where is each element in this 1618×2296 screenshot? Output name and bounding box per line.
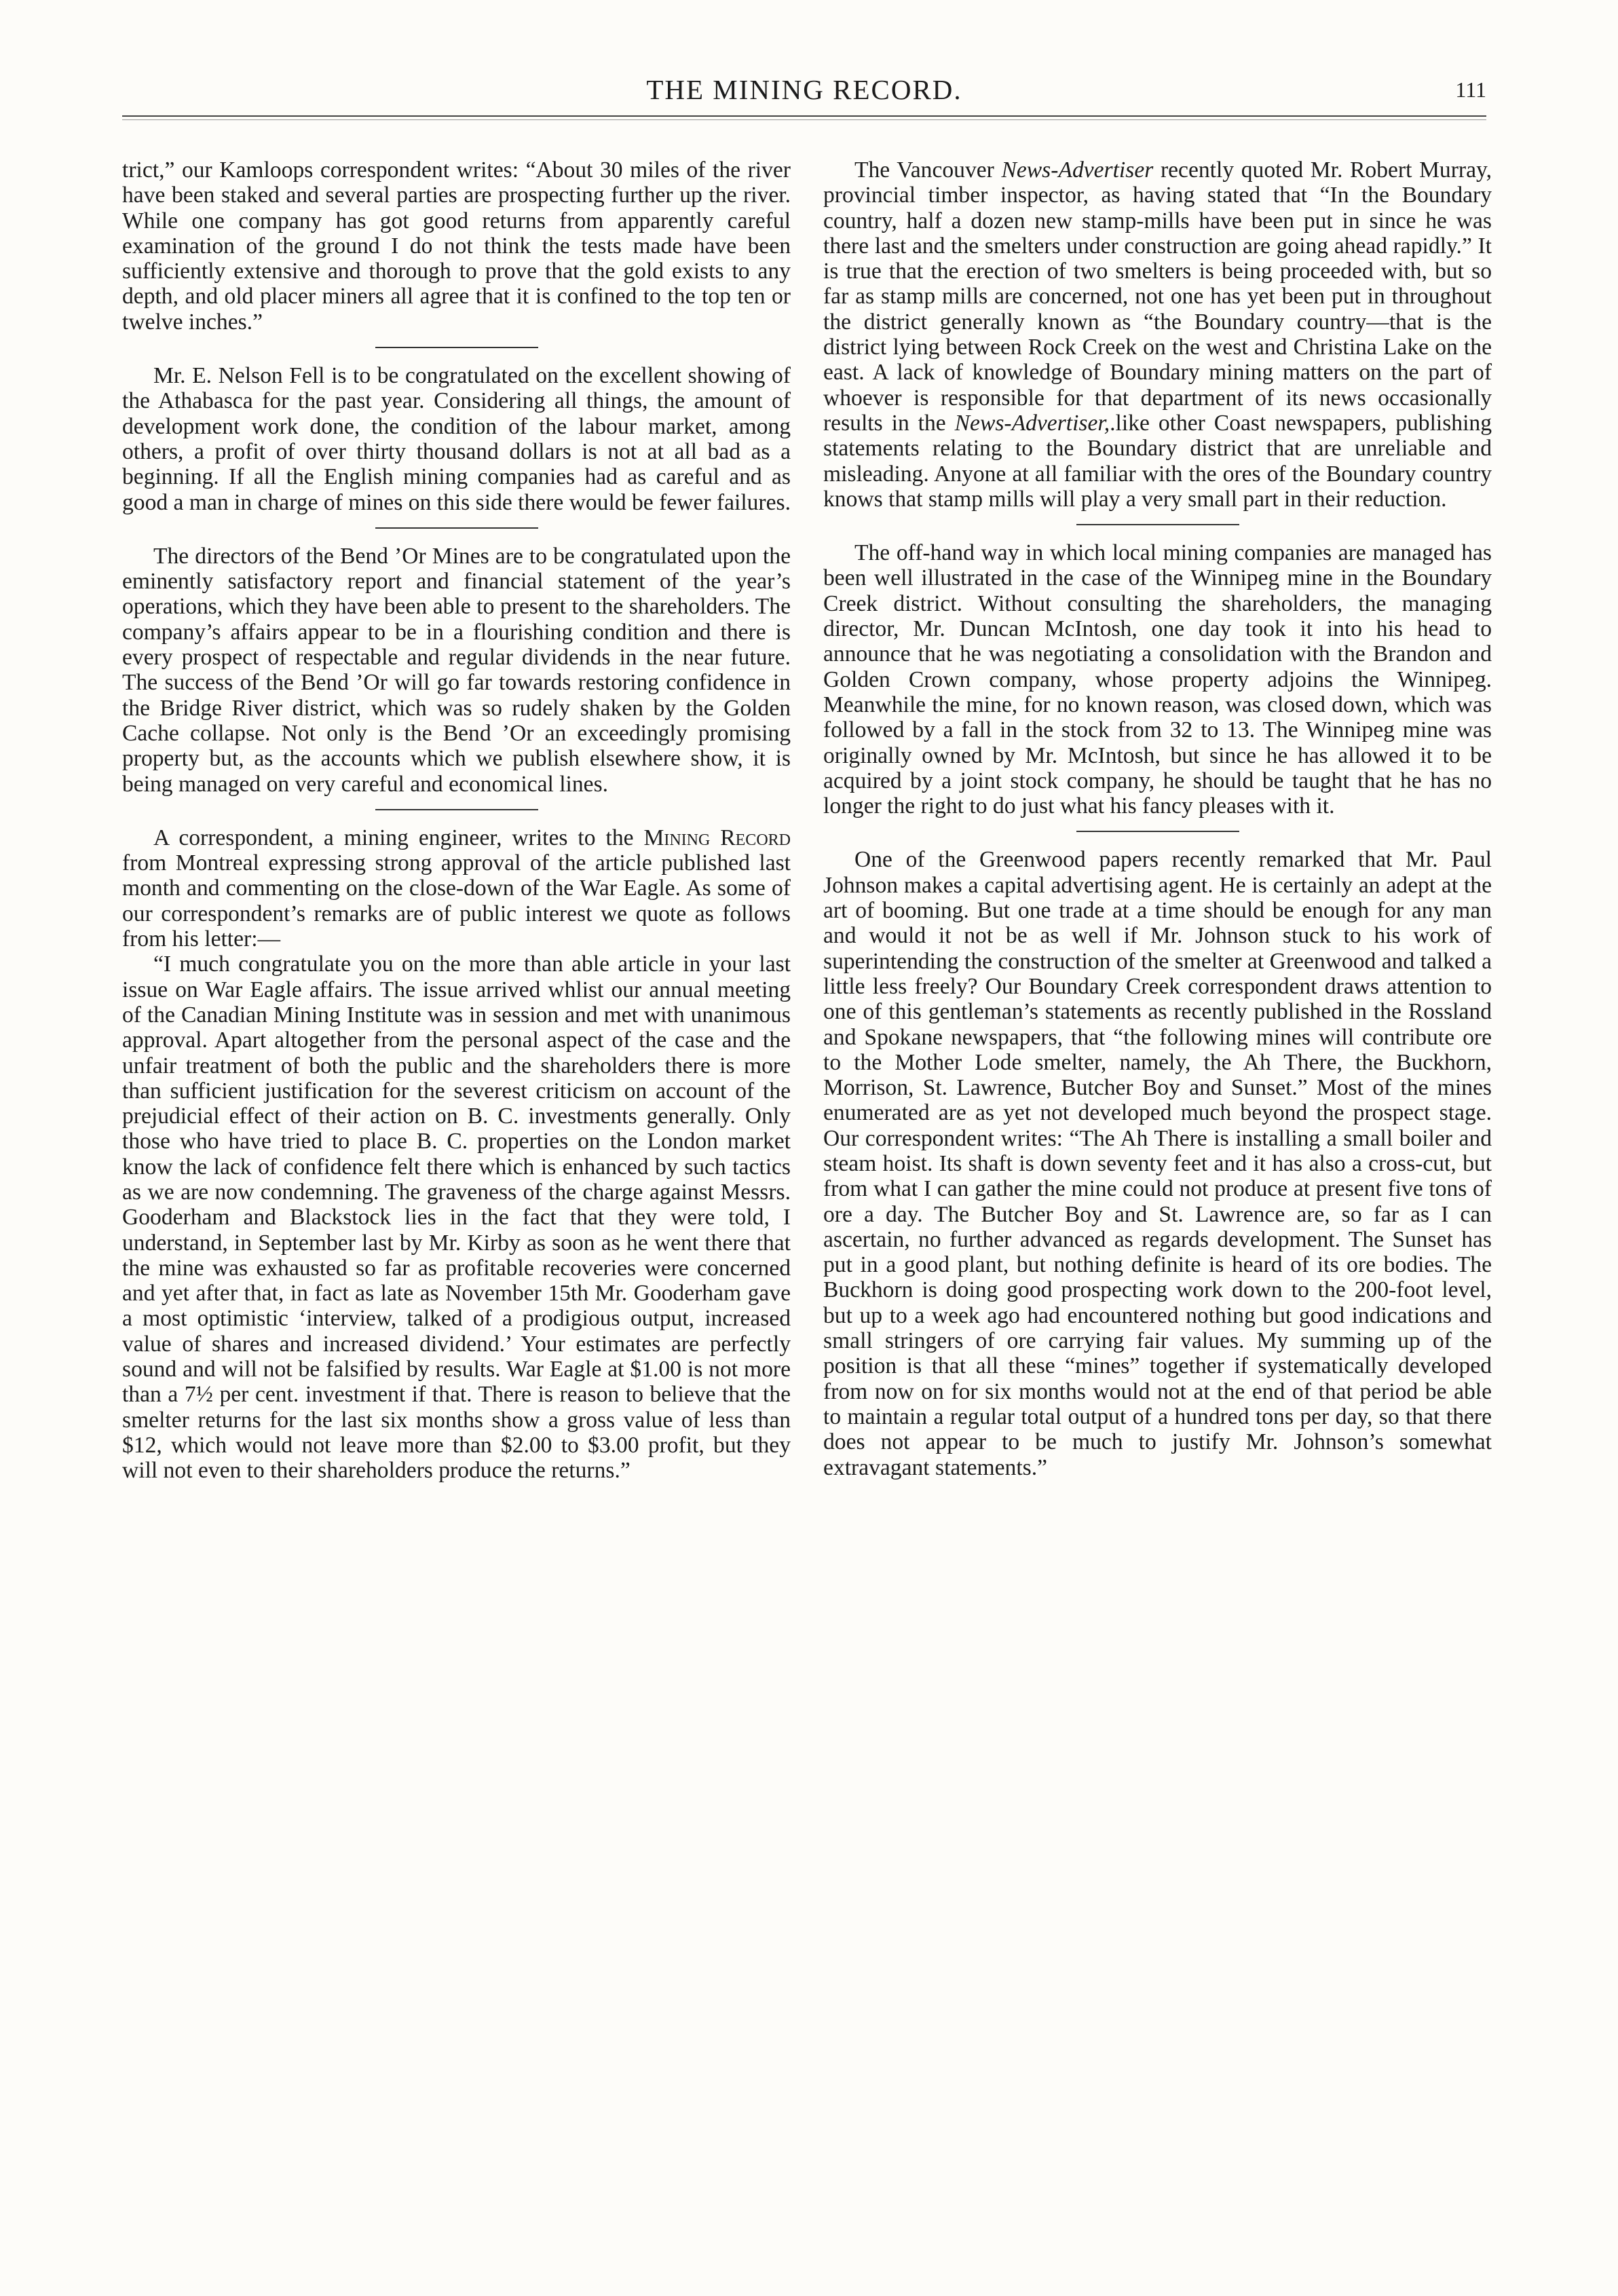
greenwood-paragraph: One of the Greenwood papers recently remarked that Mr. Paul Johnson makes a capital advertising agent. He is certainly an adept at the art of booming. But one trade at a time should be enough for any man and would it not be as well if Mr. Johnson stuck to his work of superintending the construction of the smelter at Greenwood and talked a little less freely? Our Boundary Creek correspondent draws attention to one of this gentleman’s statements as recently published in the Rossland and Spokane newspapers, that “the following mines will contribute ore to the Mother Lode smelter, namely, the Ah There, the Buckhorn, Morrison, St. Lawrence, Butcher Boy and Sunset.” Most of the mines enumerated are as yet not developed much beyond the prospect stage. Our correspondent writes: “The Ah There is installing a small boiler and steam hoist. Its shaft is down seventy feet and it has also a cross-cut, but from what I can gather the mine could not produce at present five tons of ore a day. The Butcher Boy and St. Lawrence are, so far as I can ascertain, no further advanced as regards development. The Sunset has put in a good plant, but nothing definite is heard of its ore bodies. The Buckhorn is doing good prospecting work down to the 200-foot level, but up to a week ago had encountered nothing but good indications and small stringers of ore carrying fair values. My summing up of the position is that all these “mines” together if systematically developed from now on for six months would not at the end of that period be able to maintain a regular total output of a hundred tons per day, so that there does not appear to be much to justify Mr. Johnson’s somewhat extravagant statements.”	[823, 847, 1492, 1480]
intro-text-start: A correspondent, a mining engineer, writes to the	[153, 825, 644, 850]
vancouver-text: The Vancouver	[854, 157, 1002, 183]
header-rule	[122, 115, 1486, 120]
intro-text-end: from Montreal expressing strong approval of the article published last month and commenting on the close-down of the War Eagle. As some of our correspondent’s remarks are of public interest we quote as follows from his letter:—	[122, 850, 791, 952]
page-header	[122, 73, 1486, 114]
journal-title: THE MINING RECORD.	[646, 74, 962, 105]
newspaper-name: News-Advertiser	[1001, 157, 1154, 183]
bend-or-paragraph: The directors of the Bend ’Or Mines are to be congratulated upon the eminently satisfactory report and financial statement of the year’s operations, which they have been able to present to the shareholders. The company’s affairs appear to be in a flourishing condition and there is every prospect of respectable and regular dividends in the near future. The success of the Bend ’Or will go far towards restoring confidence in the Bridge River district, which was so rudely shaken by the Golden Cache collapse. Not only is the Bend ’Or an exceedingly promising property but, as the accounts which we publish elsewhere show, it is being managed on very careful and economical lines.	[122, 543, 791, 797]
journal-name: Mining Record	[643, 825, 791, 850]
news-advertiser-paragraph	[823, 157, 1492, 512]
newspaper-name-second: News-Advertiser,	[954, 410, 1110, 436]
right-column	[823, 157, 1492, 1480]
winnipeg-mine-paragraph: The off-hand way in which local mining companies are managed has been well illustrated in the case of the Winnipeg mine in the Boundary Creek district. Without consulting the shareholders, the managing director, Mr. Duncan McIntosh, one day took it into his head to announce that he was negotiating a consolidation with the Brandon and Golden Crown company, whose property adjoins the Winnipeg. Meanwhile the mine, for no known reason, was closed down, which was followed by a fall in the stock from 32 to 13. The Winnipeg mine was originally owned by Mr. McIntosh, but since he has allowed it to be acquired by a joint stock company, he should be taught that he has no longer the right to do just what his fancy pleases with it.	[823, 540, 1492, 819]
athabasca-paragraph: Mr. E. Nelson Fell is to be congratulated on the excellent showing of the Athabasca for the past year. Considering all things, the amount of development work done, the condition of the labour market, among others, a profit of over thirty thousand dollars is not at all bad as a beginning. If all the English mining companies had as careful and as good a man in charge of mines on this side there would be fewer failures.	[122, 363, 791, 515]
section-divider	[1076, 524, 1239, 525]
section-divider	[375, 809, 538, 810]
war-eagle-letter-paragraph: “I much congratulate you on the more than able article in your last issue on War Eagle affairs. The issue arrived whlist our annual meeting of the Canadian Mining Institute was in session and met with unanimous approval. Apart altogether from the personal aspect of the case and the unfair treatment of both the public and the shareholders there is more than sufficient justification for the severest criticism on account of the prejudicial effect of their action on B. C. investments generally. Only those who have tried to place B. C. properties on the London market know the lack of confidence felt there which is enhanced by such tactics as we are now condemning. The graveness of the charge against Messrs. Gooderham and Blackstock lies in the fact that they were told, I understand, in September last by Mr. Kirby as soon as he went there that the mine was exhausted so far as profitable recoveries were concerned and yet after that, in fact as late as November 15th Mr. Gooderham gave a most optimistic ‘interview, talked of a prodigious output, increased value of shares and increased dividend.’ Your estimates are perfectly sound and will not be falsified by results. War Eagle at $1.00 is not more than a 7½ per cent. investment if that. There is reason to believe that the smelter returns for the last six months show a gross value of less than $12, which would not leave more than $2.00 to $3.00 profit, but they will not even to their shareholders produce the returns.”	[122, 952, 791, 1484]
section-divider	[1076, 831, 1239, 832]
page-number: 111	[1455, 77, 1486, 102]
section-divider	[375, 347, 538, 348]
murray-quote-text: recently quoted Mr. Robert Murray, provincial timber inspector, as having stated that “In the Boundary country, half a dozen new stamp-mills have been put in since he was there last and the smelters under construction are going ahead rapidly.” It is true that the erection of two smelters is being proceeded with, but so far as stamp mills are concerned, not one has yet been put in throughout the district generally known as “the Boundary country—that is the district lying between Rock Creek on the west and Christina Lake on the east. A lack of knowledge of Boundary mining matters on the part of whoever is responsible for that department of its news occasionally results in the	[823, 157, 1492, 436]
kamloops-paragraph: trict,” our Kamloops correspondent writes: “About 30 miles of the river have been staked and several parties are prospecting further up the river. While one company has got good returns from apparently careful examination of the ground I do not think the tests made have been sufficiently extensive and thorough to prove that the gold exists to any depth, and old placer miners all agree that it is confined to the top ten or twelve inches.”	[122, 157, 791, 335]
stamp-mills-text: .like other Coast newspapers, publishing statements relating to the Boundary district that are unreliable and misleading. Anyone at all familiar with the ores of the Boundary country knows that stamp mills will play a very small part in their reduction.	[823, 410, 1492, 512]
correspondent-intro-paragraph	[122, 825, 791, 952]
section-divider	[375, 527, 538, 529]
left-column	[122, 157, 791, 1484]
